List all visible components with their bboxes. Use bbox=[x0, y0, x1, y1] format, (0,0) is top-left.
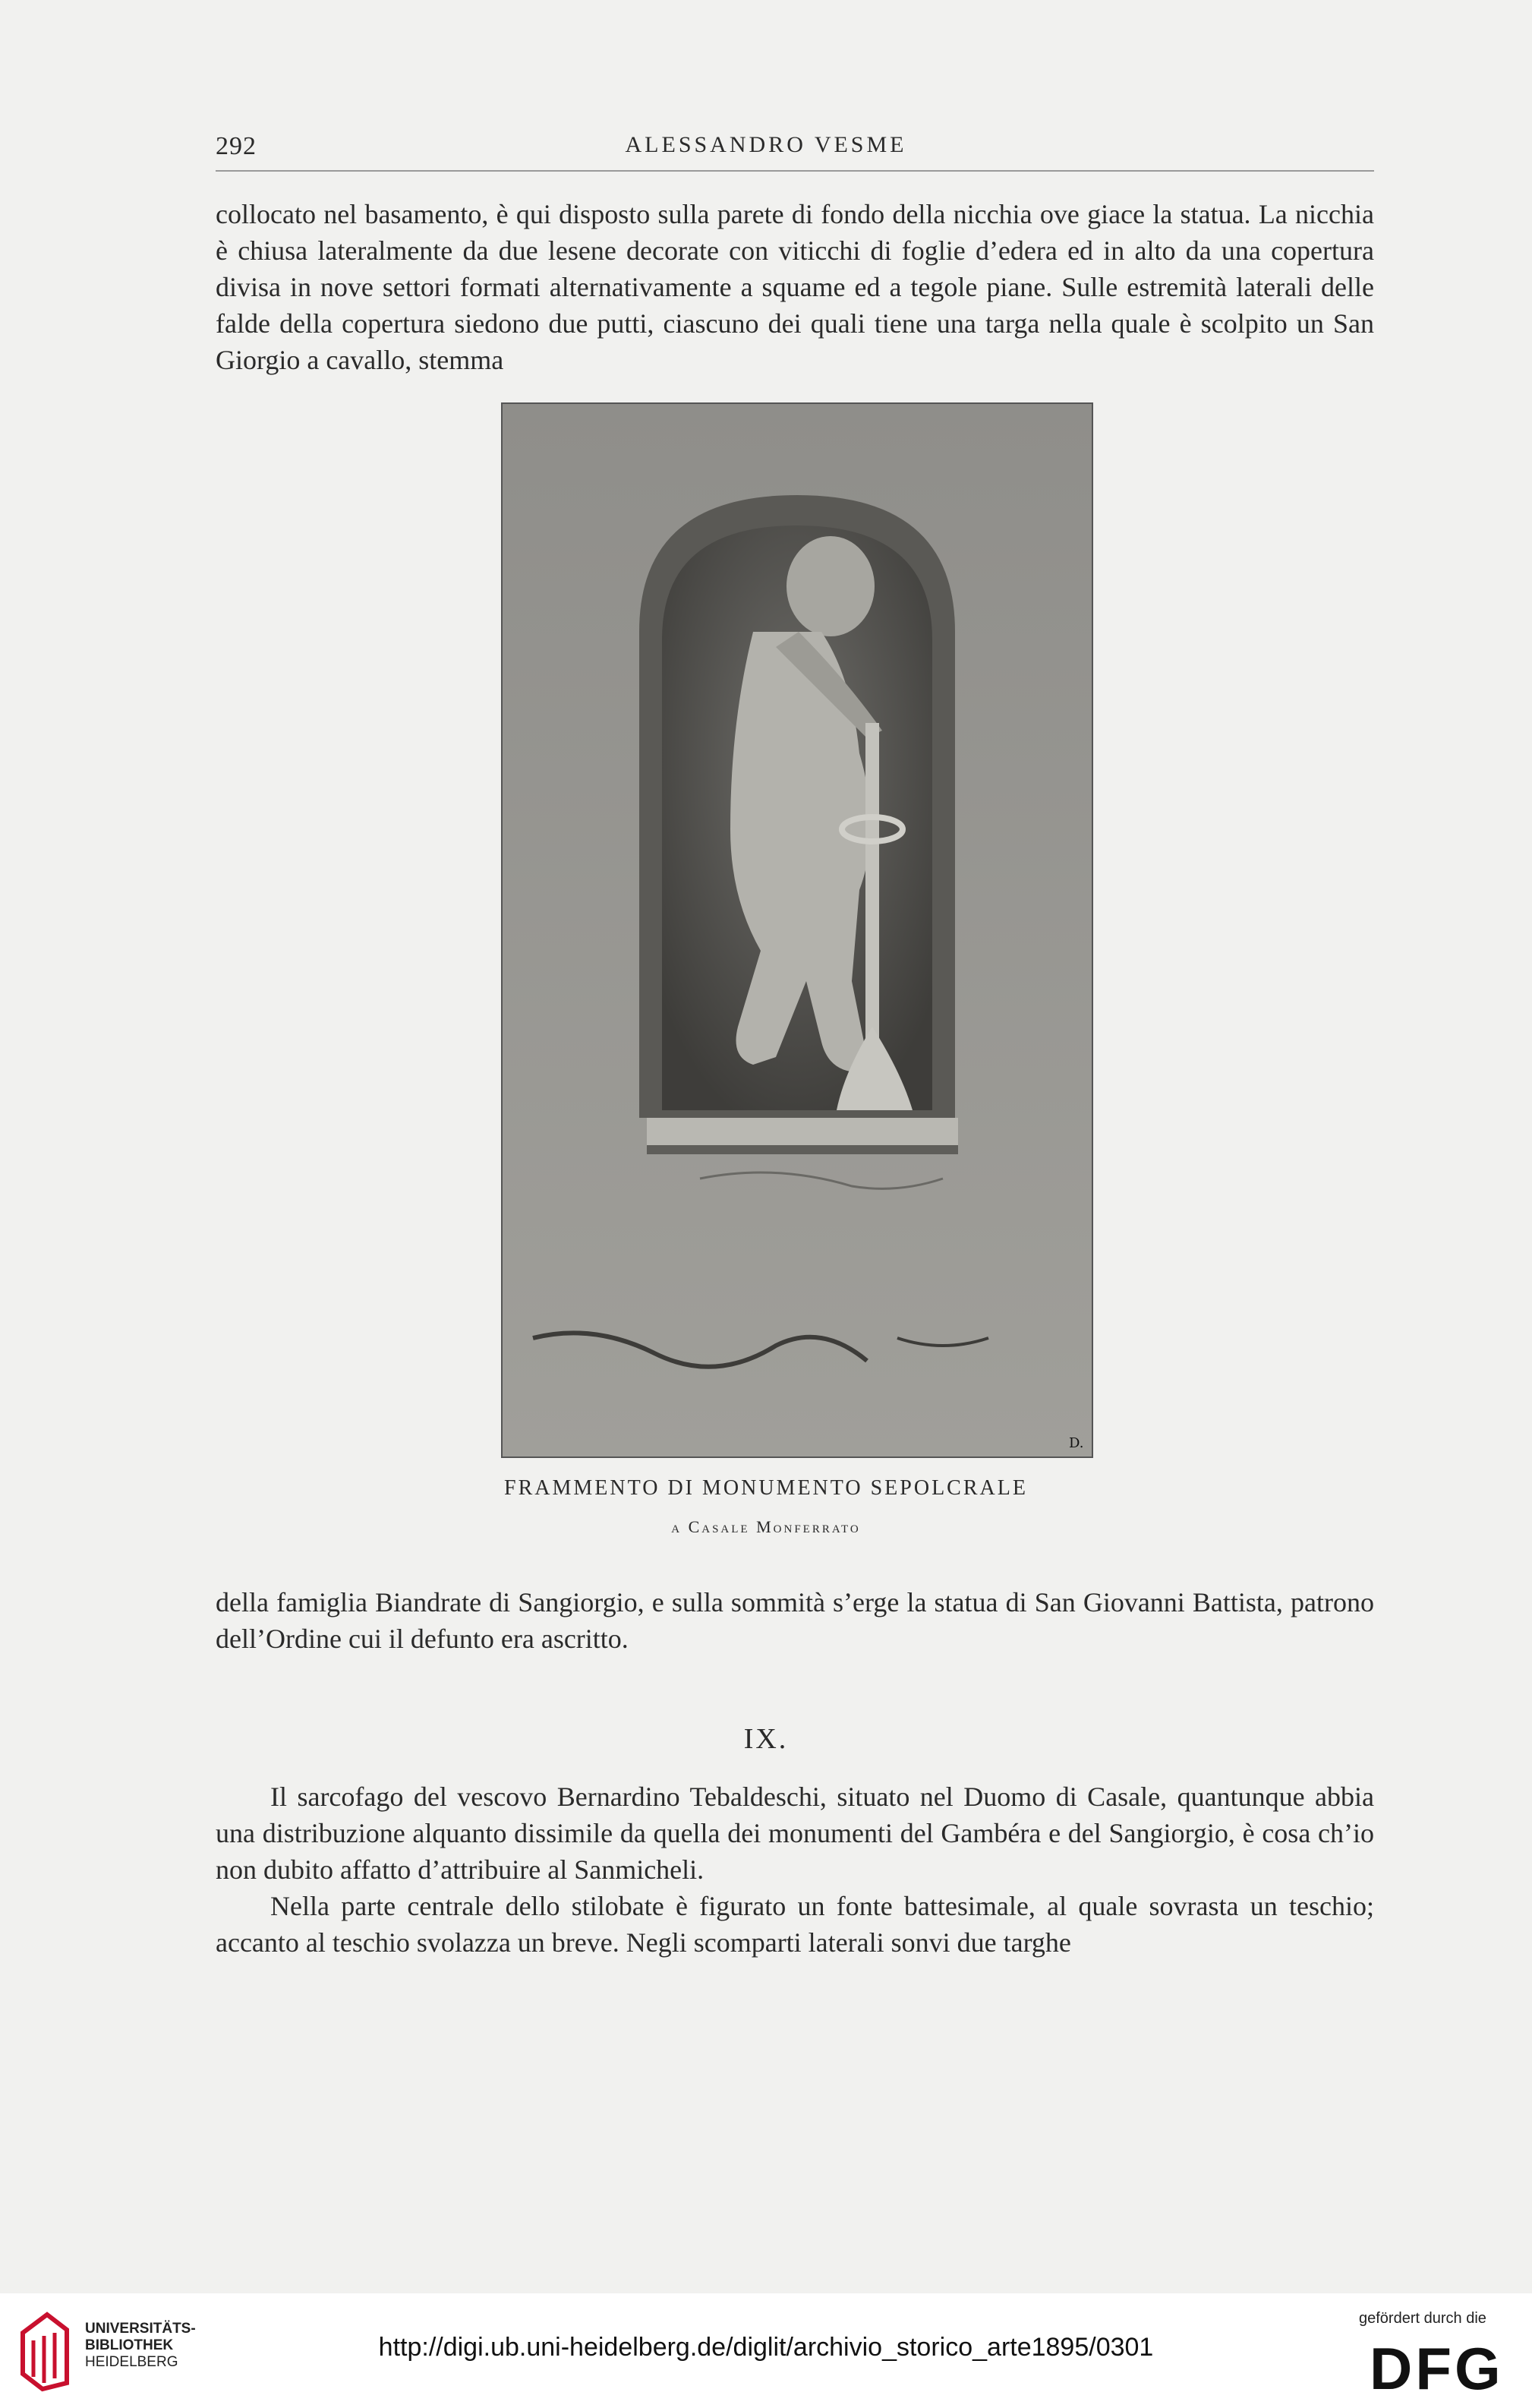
paragraph-after-figure bbox=[216, 1584, 1374, 1657]
dfg-logo-text: DFG bbox=[1370, 2337, 1504, 2395]
section-heading: IX. bbox=[743, 1723, 789, 1755]
paragraph-continued bbox=[216, 196, 1374, 378]
library-name-line-3: HEIDELBERG bbox=[85, 2354, 178, 2370]
body-paragraph-4: Nella parte centrale dello stilobate è figurato un fonte battesimale, al quale sovrasta un teschio; accanto al teschio svolazza un breve. Negli scomparti laterali sonvi due targhe bbox=[216, 1891, 1374, 1958]
funder-label: gefördert durch die bbox=[1359, 2310, 1486, 2327]
figure-caption-location: a Casale Monferrato bbox=[671, 1517, 861, 1536]
running-title: ALESSANDRO VESME bbox=[625, 132, 907, 157]
photo-corner-mark: D. bbox=[1069, 1435, 1084, 1451]
relief-niche-illustration bbox=[503, 404, 1092, 1456]
body-paragraph-1: collocato nel basamento, è qui disposto sulla parete di fondo della nicchia ove giace la statua. La nicchia è chiusa lateralmente da due lesene decorate con viticchi di foglie d’edera ed in alto da una copertura divisa in nove settori formati alternativamente a squame ed a tegole piane. Sulle estremità laterali delle falde della copertura siedono due putti, ciascuno dei quali tiene una targa nella quale è scolpito un San Giorgio a cavallo, stemma bbox=[216, 199, 1374, 375]
body-paragraph-2: della famiglia Biandrate di Sangiorgio, e sulla sommità s’erge la statua di San Giovanni Battista, patrono dell’Ordine cui il defunto era ascritto. bbox=[216, 1587, 1374, 1654]
digitization-footer bbox=[0, 2293, 1532, 2408]
running-head bbox=[0, 132, 1532, 170]
permalink-url[interactable]: http://digi.ub.uni-heidelberg.de/diglit/archivio_storico_arte1895/0301 bbox=[378, 2333, 1154, 2362]
library-name-line-1: UNIVERSITÄTS- bbox=[85, 2321, 196, 2337]
body-paragraph-3: Il sarcofago del vescovo Bernardino Tebaldeschi, situato nel Duomo di Casale, quantunque abbia una distribuzione alquanto dissimile da quella dei monumenti del Gambéra e del Sangiorgio, è cosa ch’io non dubito affatto d’attribuire al Sanmicheli. bbox=[216, 1782, 1374, 1885]
figure-caption-title: FRAMMENTO DI MONUMENTO SEPOLCRALE bbox=[504, 1476, 1028, 1500]
header-rule bbox=[216, 170, 1374, 172]
sculpture-photograph bbox=[501, 402, 1093, 1458]
library-name-line-2: BIBLIOTHEK bbox=[85, 2337, 174, 2353]
dfg-logo-icon bbox=[1367, 2337, 1511, 2395]
page-number: 292 bbox=[216, 132, 257, 160]
section-ix-text bbox=[216, 1778, 1374, 1961]
